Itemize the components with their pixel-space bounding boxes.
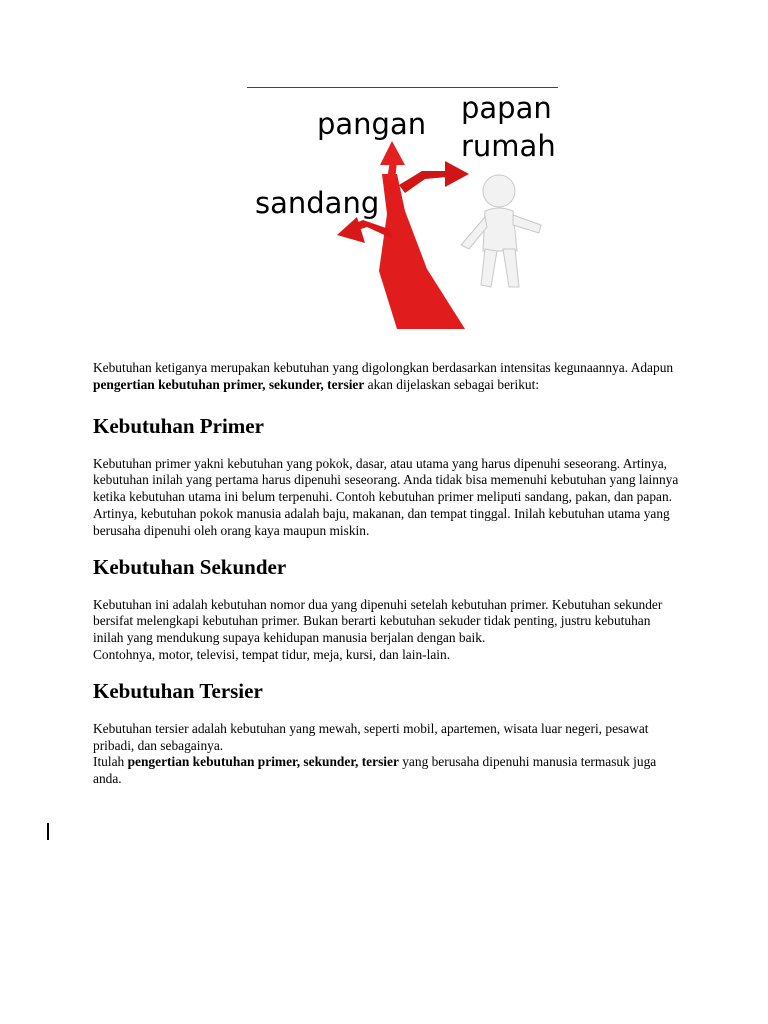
label-pangan: pangan bbox=[317, 107, 427, 141]
intro-text-end: akan dijelaskan sebagai berikut: bbox=[364, 376, 540, 392]
arrow-pangan-head bbox=[380, 141, 405, 165]
label-papan: papan bbox=[461, 91, 552, 125]
closing-text-start: Itulah bbox=[93, 754, 128, 770]
top-divider bbox=[247, 87, 558, 88]
heading-sekunder: Kebutuhan Sekunder bbox=[93, 554, 287, 579]
tersier-paragraph: Kebutuhan tersier adalah kebutuhan yang mewah, seperti mobil, apartemen, wisata luar negeri, pesawat pribadi, dan sebagainya. bbox=[93, 720, 649, 753]
intro-text-start: Kebutuhan ketiganya merupakan kebutuhan yang digolongkan berdasarkan intensitas kegunaannya. Adapun bbox=[93, 360, 674, 375]
sekunder-paragraph: Kebutuhan ini adalah kebutuhan nomor dua yang dipenuhi setelah kebutuhan primer. Kebutuhan sekunder bersifat melengkapi kebutuhan primer. Bukan berarti kebutuhan sekuder tidak penting, justru kebutuhan inilah yang mendukung supaya kehidupan manusia berjalan dengan baik. bbox=[93, 596, 663, 646]
text-cursor bbox=[47, 823, 49, 840]
arrow-papan-head bbox=[445, 161, 469, 187]
primer-paragraph: Kebutuhan primer yakni kebutuhan yang pokok, dasar, atau utama yang harus dipenuhi seseorang. Artinya, kebutuhan inilah yang pertama harus dipenuhi seseorang. Anda tidak bisa memenuhi kebutuhan yang lainnya ketika kebutuhan utama ini belum terpenuhi. Contoh kebutuhan primer meliputi sandang, pakan, dan papan. Artinya, kebutuhan pokok manusia adalah baju, makanan, dan tempat tinggal. Inilah kebutuhan utama yang berusaha dipenuhi oleh orang kaya maupun miskin. bbox=[93, 455, 679, 538]
closing-paragraph bbox=[93, 754, 683, 788]
closing-text-end: yang berusaha dipenuhi manusia termasuk juga anda. bbox=[93, 754, 657, 787]
white-figure bbox=[461, 175, 541, 287]
article-body bbox=[93, 360, 683, 788]
intro-bold-phrase: pengertian kebutuhan primer, sekunder, tersier bbox=[93, 376, 365, 392]
red-road bbox=[379, 174, 465, 329]
label-rumah: rumah bbox=[461, 129, 556, 163]
heading-tersier: Kebutuhan Tersier bbox=[93, 678, 263, 703]
label-sandang: sandang bbox=[255, 186, 380, 220]
sekunder-examples: Contohnya, motor, televisi, tempat tidur, meja, kursi, dan lain-lain. bbox=[93, 646, 451, 662]
arrow-papan-body bbox=[399, 171, 447, 193]
intro-paragraph bbox=[93, 360, 683, 394]
heading-primer: Kebutuhan Primer bbox=[93, 413, 264, 438]
closing-bold-phrase: pengertian kebutuhan primer, sekunder, tersier bbox=[127, 754, 399, 770]
needs-crossroads-illustration bbox=[247, 89, 558, 329]
